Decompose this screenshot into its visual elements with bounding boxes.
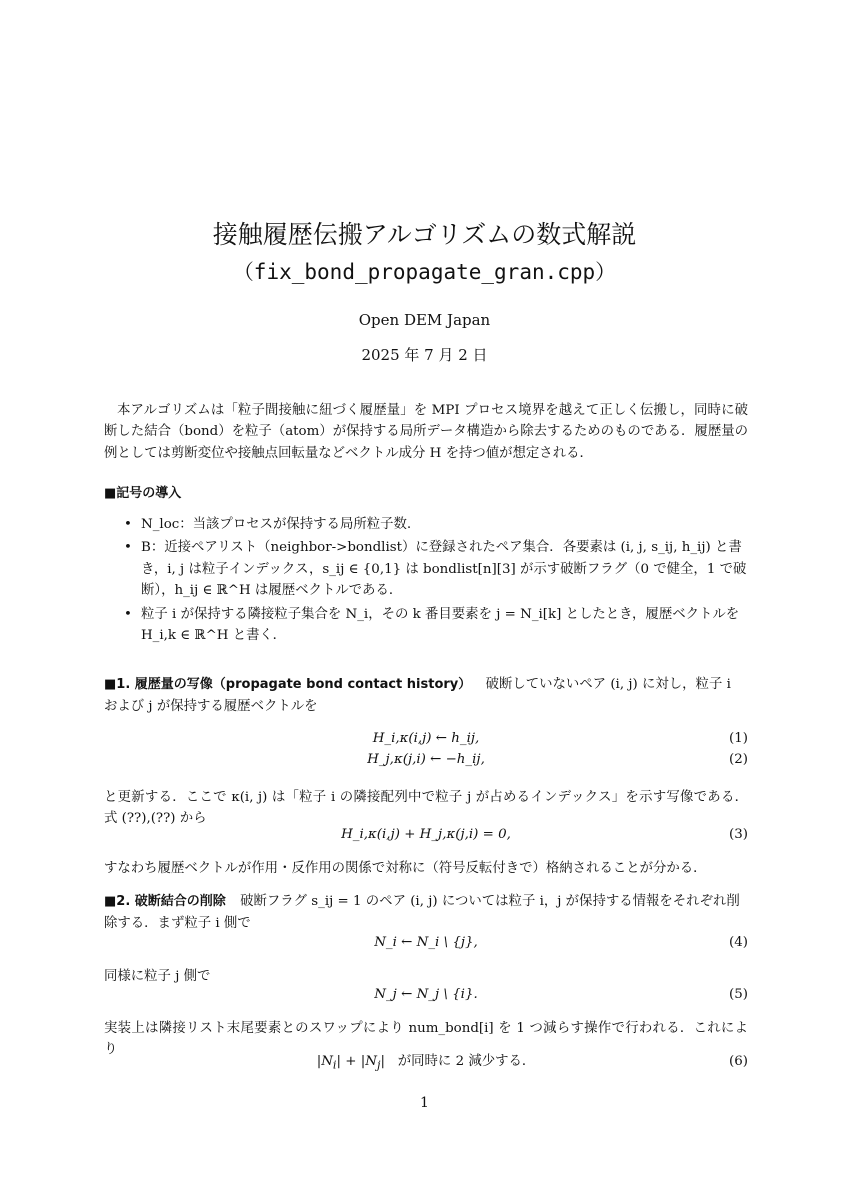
section-1-conclusion: すなわち履歴ベクトルが作用・反作用の関係で対称に（符号反転付きで）格納されることが分かる．	[104, 861, 707, 876]
equation-3	[104, 824, 748, 846]
section-1-lead-text: 破断していないペア (i, j) に対し，粒子 i および j が保持する履歴ベクトルを	[104, 677, 731, 714]
equation-2	[104, 749, 748, 771]
notation-item: • N_loc：当該プロセスが保持する局所粒子数.	[104, 514, 748, 535]
date: 2025 年 7 月 2 日	[361, 346, 488, 364]
section-1-heading: ■1. 履歴量の写像（propagate bond contact history）	[104, 677, 472, 692]
notation-list	[104, 514, 748, 649]
equation-1-number: (1)	[729, 731, 748, 746]
equation-1-body: H_i,κ(i,j) ← h_ij,	[372, 731, 480, 746]
equation-6	[104, 1051, 748, 1073]
equation-5-body: N_j ← N_j \ {i}.	[374, 987, 478, 1002]
title-line-2: （fix_bond_propagate_gran.cpp）	[232, 260, 617, 284]
intro-paragraph: 本アルゴリズムは「粒子間接触に紐づく履歴量」を MPI プロセス境界を越えて正しく伝搬し，同時に破断した結合（bond）を粒子（atom）が保持する局所データ構造から除去するためのものである．履歴量の例としては剪断変位や接触点回転量などベクトル成分 H を持つ値が想定される．	[104, 403, 748, 461]
title-line-1: 接触履歴伝搬アルゴリズムの数式解説	[212, 220, 637, 249]
equation-4-number: (4)	[729, 935, 748, 950]
section-2-after: 実装上は隣接リスト末尾要素とのスワップにより num_bond[i] を 1 つ減らす操作で行われる．これにより	[104, 1021, 748, 1058]
equation-3-number: (3)	[729, 827, 748, 842]
equation-5	[104, 984, 748, 1006]
equation-6-number: (6)	[729, 1054, 748, 1069]
equation-3-body: H_i,κ(i,j) + H_j,κ(j,i) = 0,	[341, 827, 511, 842]
section-2-heading: ■2. 破断結合の削除	[104, 894, 226, 909]
section-2-lead-text: 破断フラグ s_ij = 1 のペア (i, j) については粒子 i，j が保持する情報をそれぞれ削除する．まず粒子 i 側で	[104, 894, 740, 931]
equation-5-number: (5)	[729, 987, 748, 1002]
equation-4-body: N_i ← N_i \ {j},	[374, 935, 478, 950]
notation-item: • B：近接ペアリスト（neighbor->bondlist）に登録されたペア集合．各要素は (i, j, s_ij, h_ij) と書き，i, j は粒子インデックス，s_ij ∈ {0,1} は bondlist[n][3] が示す破断フラグ（0 で健全，1 で破断），h_ij ∈ ℝ^H は履歴ベクトルである．	[104, 537, 748, 601]
section-1-lead	[104, 674, 748, 717]
equation-6-body: $|N_i| + |N_j|$ が同時に 2 減少する．	[316, 1054, 536, 1072]
section-2-lead	[104, 891, 748, 934]
section-2-mid: 同様に粒子 j 側で	[104, 969, 211, 984]
equation-1	[104, 728, 748, 750]
author: Open DEM Japan	[358, 311, 491, 329]
equation-6-text: が同時に 2 減少する．	[397, 1054, 536, 1069]
equation-2-body: H_j,κ(j,i) ← −h_ij,	[367, 752, 485, 767]
page-number: 1	[420, 1095, 429, 1111]
notation-heading: ■記号の導入	[104, 486, 182, 501]
equation-2-number: (2)	[729, 752, 748, 767]
equation-4	[104, 932, 748, 954]
section-1-after: と更新する．ここで κ(i, j) は「粒子 i の隣接配列中で粒子 j が占めるインデックス」を示す写像である．式 (??),(??) から	[104, 790, 748, 827]
notation-item: • 粒子 i が保持する隣接粒子集合を N_i，その k 番目要素を j = N_i[k] としたとき，履歴ベクトルを H_i,k ∈ ℝ^H と書く．	[104, 604, 748, 647]
